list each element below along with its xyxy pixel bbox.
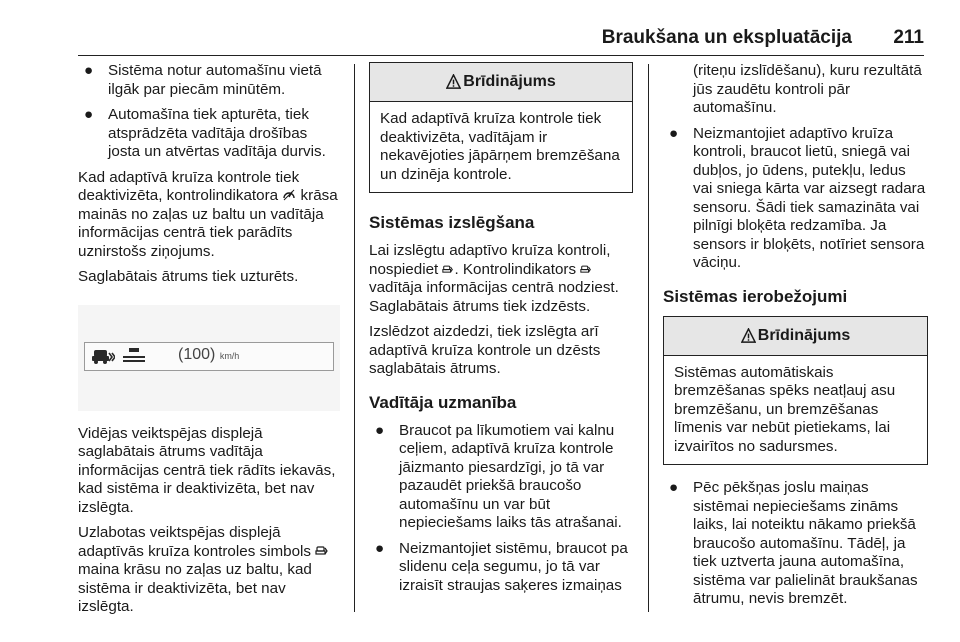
bullet-list — [78, 62, 340, 162]
warning-triangle-icon — [741, 328, 756, 343]
paragraph: Lai izslēgtu adaptīvo kruīza kontroli, nospiediet . Kontrolindikators vadītāja informācijas centrā nodziest. Saglabātais ātrums tiek izdzēsts. — [369, 242, 619, 315]
acc-vehicle-icon — [91, 347, 115, 367]
list-item: ● Neizmantojiet sistēmu, braucot pa slidenu ceļa segumu, jo tā var izraisīt straujas saķeres izmaiņas — [375, 539, 628, 594]
list-item: ● Sistēma notur automašīnu vietā ilgāk par piecām minūtēm. — [84, 62, 322, 98]
warning-box — [663, 316, 928, 466]
page-header — [78, 25, 924, 56]
list-item: ● Automašīna tiek apturēta, tiek atsprādzēta vadītāja drošības josta un atvērtas vadītāja durvis. — [84, 106, 326, 160]
page-number: 211 — [893, 27, 924, 48]
section-heading: Sistēmas ierobežojumi — [663, 286, 848, 306]
lane-icon — [123, 348, 145, 364]
warning-text: Sistēmas automātiskais bremzēšanas spēks neatļauj asu bremzēšanu, un bremzēšanas līmenis var nebūt pietiekams, lai izvairītos no sadursmes. — [674, 363, 896, 455]
paragraph: Kad adaptīvā kruīza kontrole tiek deaktivizēta, kontrolindikatora krāsa mainās no zaļas uz baltu un vadītāja informācijas centrā tiek parādīts uznirstošs ziņojums. — [78, 168, 338, 260]
bullet-list — [663, 479, 928, 609]
section-heading: Sistēmas izslēgšana — [369, 213, 535, 232]
section-heading: Vadītāja uzmanība — [369, 392, 517, 412]
stored-speed: (100) km/h — [178, 345, 240, 363]
display-bar — [84, 342, 334, 371]
warning-header: Brīdinājums — [370, 63, 632, 102]
list-item: ● Neizmantojiet adaptīvo kruīza kontroli, braucot lietū, sniegā vai dubļos, jo ūdens, putekļu, ledus vai sniega kārta var aizsegt radara sensoru. Šādi tiek samazināta vai pilnīgi bloķēta redzamība. Ja sensors ir bloķēts, notīriet sensora vāciņu. — [669, 124, 926, 271]
paragraph: Izslēdzot aizdedzi, tiek izslēgta arī adaptīvā kruīza kontrole un dzēsts saglabātais ātrums. — [369, 323, 601, 377]
acc-vehicle-icon — [580, 264, 592, 276]
acc-vehicle-icon — [315, 545, 329, 558]
column-3 — [663, 62, 928, 616]
bullet-list — [663, 125, 928, 273]
header-title: Braukšana un ekspluatācija — [601, 27, 852, 48]
warning-text: Kad adaptīvā kruīza kontrole tiek deaktivizēta, vadītājam ir nekavējoties jāpārņem bremzēšana un dzinēja kontrole. — [380, 110, 620, 183]
paragraph: (riteņu izslīdēšanu), kuru rezultātā jūs zaudētu kontroli pār automašīnu. — [693, 62, 922, 116]
paragraph: Uzlabotas veiktspējas displejā adaptīvās kruīza kontroles simbols maina krāsu no zaļas uz baltu, kad sistēma ir deaktivizēta, bet nav izslēgta. — [78, 524, 340, 617]
instrument-display-illustration — [78, 305, 340, 411]
paragraph: Vidējas veiktspējas displejā saglabātais ātrums vadītāja informācijas centrā tiek rādīts iekavās, kad sistēma ir deaktivizēta, bet nav izslēgta. — [78, 424, 336, 516]
bullet-list — [369, 422, 633, 596]
cruise-off-icon — [282, 188, 296, 202]
column-2 — [369, 62, 633, 602]
column-divider — [648, 64, 649, 612]
speed-unit: km/h — [219, 350, 240, 361]
column-1 — [78, 62, 340, 624]
acc-vehicle-icon — [442, 264, 454, 276]
list-item: ● Pēc pēkšņas joslu maiņas sistēmai nepieciešams zināms laiks, lai noteiktu nākamo priekšā braucošo automašīnu. Tādēļ, ja tiek uztverta jauna automašīna, sistēma var palielināt braukšanas ātrumu, nevis bremzēt. — [669, 479, 918, 607]
paragraph: Saglabātais ātrums tiek uzturēts. — [78, 268, 299, 285]
list-item: ● Braucot pa līkumotiem vai kalnu ceļiem, adaptīvā kruīza kontrole jāizmanto piesardzīgi, jo tā var pazaudēt priekšā braucošo automašīnu un var būt nepieciešams laiks tās atrašanai. — [375, 421, 622, 531]
warning-box — [369, 62, 633, 193]
warning-header: Brīdinājums — [664, 317, 927, 356]
column-divider — [354, 64, 355, 612]
warning-triangle-icon — [446, 74, 461, 89]
